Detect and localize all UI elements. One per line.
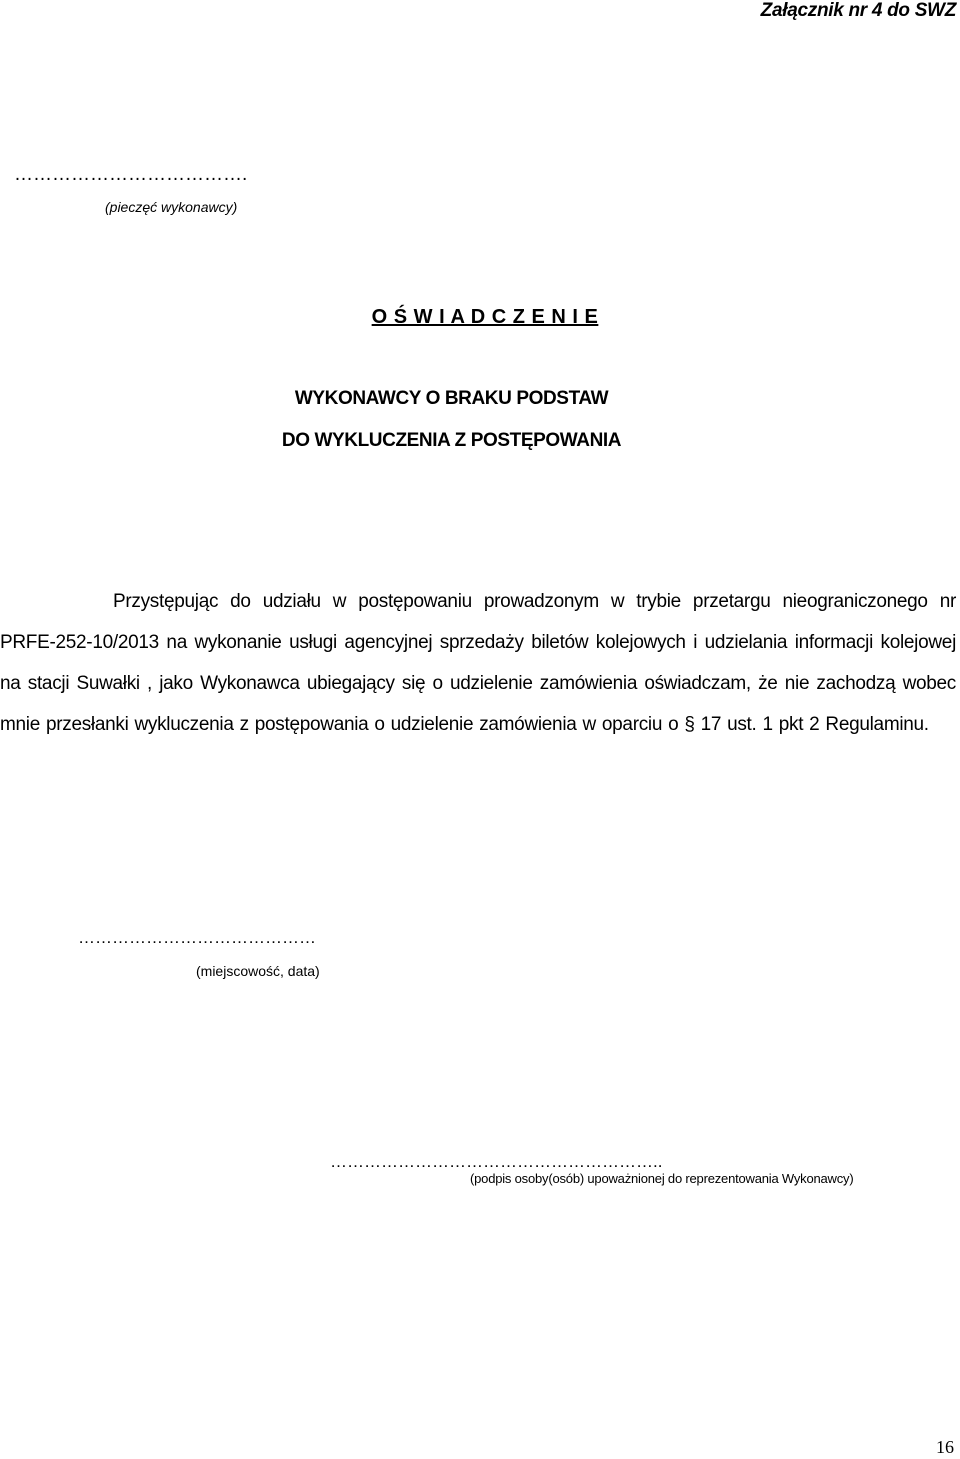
declaration-paragraph: Przystępując do udziału w postępowaniu prowadzonym w trybie przetargu nieograniczonego nr PRFE-252-10/2013 na wykonanie usługi agencyjnej sprzedaży biletów kolejowych i udzielania informacji kolejowej na stacji Suwałki , jako Wykonawca ubiegający się o udzielenie zamówienia oświadczam, że nie zachodzą wobec mnie przesłanki wykluczenia z postępowania o udzielenie zamówienia w oparciu o § 17 ust. 1 pkt 2 Regulaminu.: [0, 591, 956, 735]
page-number: 16: [936, 1437, 954, 1457]
stamp-caption: (pieczęć wykonawcy): [105, 199, 238, 215]
subtitle-line-2: DO WYKLUCZENIA Z POSTĘPOWANIA: [281, 430, 622, 451]
place-date-dotted-line: ……………………………………: [78, 928, 316, 947]
document-title: O Ś W I A D C Z E N I E: [371, 306, 599, 328]
signature-caption: (podpis osoby(osób) upoważnionej do reprezentowania Wykonawcy): [470, 1171, 854, 1186]
subtitle-line-1: WYKONAWCY O BRAKU PODSTAW: [294, 388, 609, 409]
place-date-caption: (miejscowość, data): [196, 963, 320, 979]
annex-label: Załącznik nr 4 do SWZ: [760, 0, 956, 21]
stamp-dotted-line: ……………………………….: [14, 164, 248, 185]
signature-dotted-line: …………………………………………………..: [330, 1152, 663, 1171]
